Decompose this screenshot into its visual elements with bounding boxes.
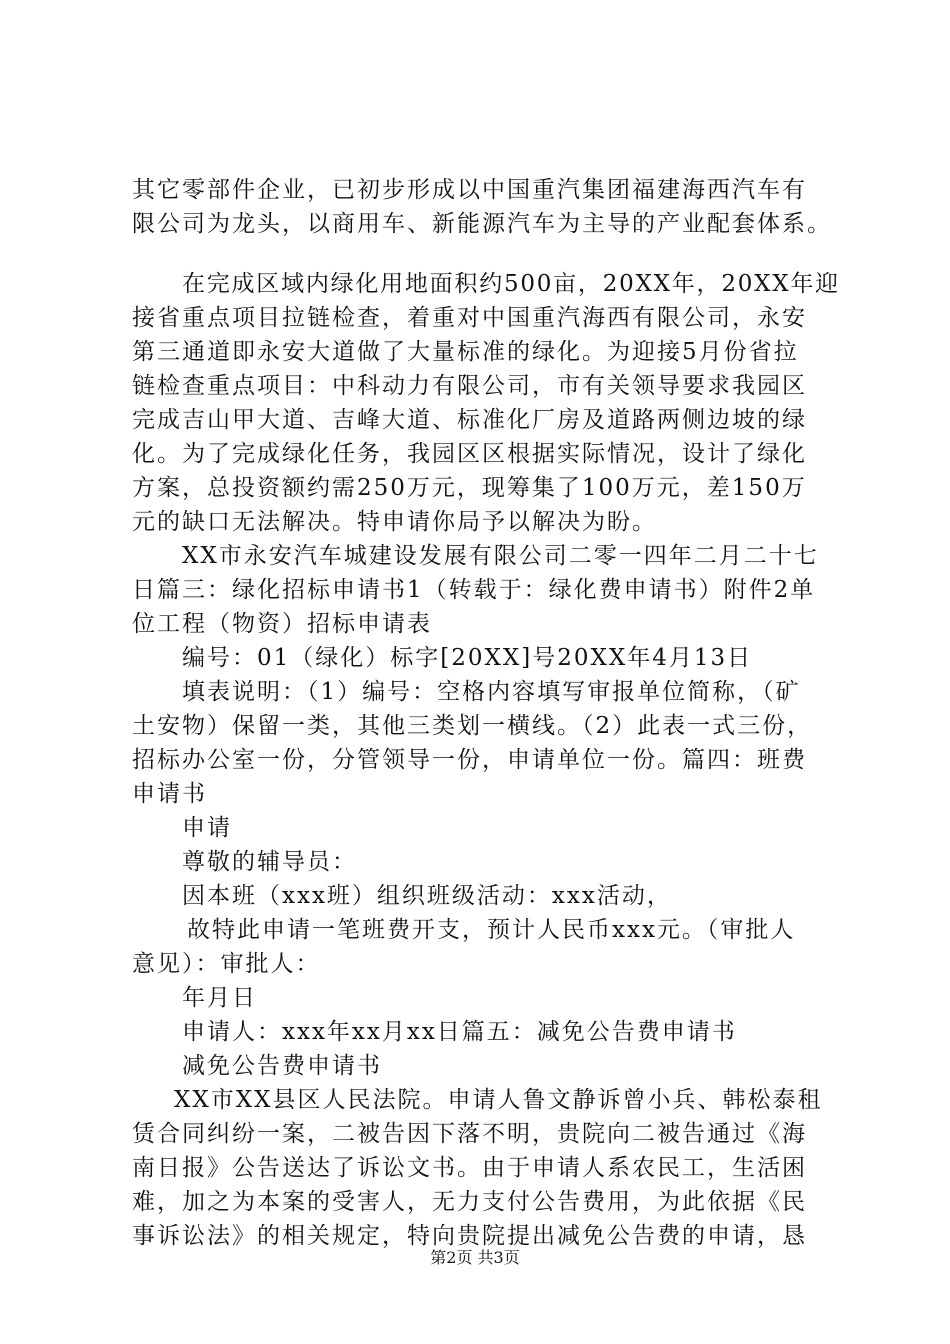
text-line: 编号：01（绿化）标字[20XX]号20XX年4月13日: [182, 645, 753, 671]
text-line: 元的缺口无法解决。特申请你局予以解决为盼。: [132, 509, 657, 535]
text-line: 事诉讼法》的相关规定，特向贵院提出减免公告费的申请，恳: [132, 1223, 807, 1249]
text-line: 尊敬的辅导员：: [182, 849, 357, 875]
text-line: 赁合同纠纷一案，二被告因下落不明，贵院向二被告通过《海: [132, 1121, 807, 1147]
text-line: 故特此申请一笔班费开支，预计人民币xxx元。（审批人: [187, 917, 796, 943]
text-line: 第三通道即永安大道做了大量标准的绿化。为迎接5月份省拉: [132, 339, 799, 365]
text-line: 限公司为龙头，以商用车、新能源汽车为主导的产业配套体系。: [132, 211, 832, 237]
text-line: 土安物）保留一类，其他三类划一横线。（2）此表一式三份，: [132, 713, 813, 739]
text-line: 接省重点项目拉链检查，着重对中国重汽海西有限公司，永安: [132, 305, 807, 331]
text-line: 年月日: [182, 985, 257, 1011]
text-line: 在完成区域内绿化用地面积约500亩，20XX年，20XX年迎: [182, 271, 840, 297]
text-line: 申请书: [132, 781, 207, 807]
text-line: 申请: [182, 815, 232, 841]
page-number-footer: 第2页 共3页: [430, 1248, 520, 1267]
text-line: 减免公告费申请书: [182, 1053, 382, 1079]
text-line: 其它零部件企业，已初步形成以中国重汽集团福建海西汽车有: [132, 177, 807, 203]
text-line: 日篇三：绿化招标申请书1（转载于：绿化费申请书）附件2单: [132, 577, 816, 603]
text-line: 招标办公室一份，分管领导一份，申请单位一份。篇四：班费: [132, 747, 807, 773]
text-line: 南日报》公告送达了诉讼文书。由于申请人系农民工，生活困: [132, 1155, 807, 1181]
text-line: 完成吉山甲大道、吉峰大道、标准化厂房及道路两侧边坡的绿: [132, 407, 807, 433]
text-line: 因本班（xxx班）组织班级活动：xxx活动，: [182, 883, 672, 909]
text-line: 填表说明：（1）编号：空格内容填写审报单位简称，（矿: [182, 679, 801, 705]
text-line: XX市XX县区人民法院。申请人鲁文静诉曾小兵、韩松泰租: [174, 1087, 823, 1113]
text-line: 化。为了完成绿化任务，我园区区根据实际情况，设计了绿化: [132, 441, 807, 467]
text-line: 链检查重点项目：中科动力有限公司，市有关领导要求我园区: [132, 373, 807, 399]
text-line: 难，加之为本案的受害人，无力支付公告费用，为此依据《民: [132, 1189, 807, 1215]
text-line: 申请人：xxx年xx月xx日篇五：减免公告费申请书: [182, 1019, 737, 1045]
text-line: 意见）：审批人：: [132, 951, 321, 977]
text-line: 位工程（物资）招标申请表: [132, 611, 432, 637]
text-line: 方案，总投资额约需250万元，现筹集了100万元，差150万: [132, 475, 807, 501]
text-line: XX市永安汽车城建设发展有限公司二零一四年二月二十七: [182, 543, 819, 569]
